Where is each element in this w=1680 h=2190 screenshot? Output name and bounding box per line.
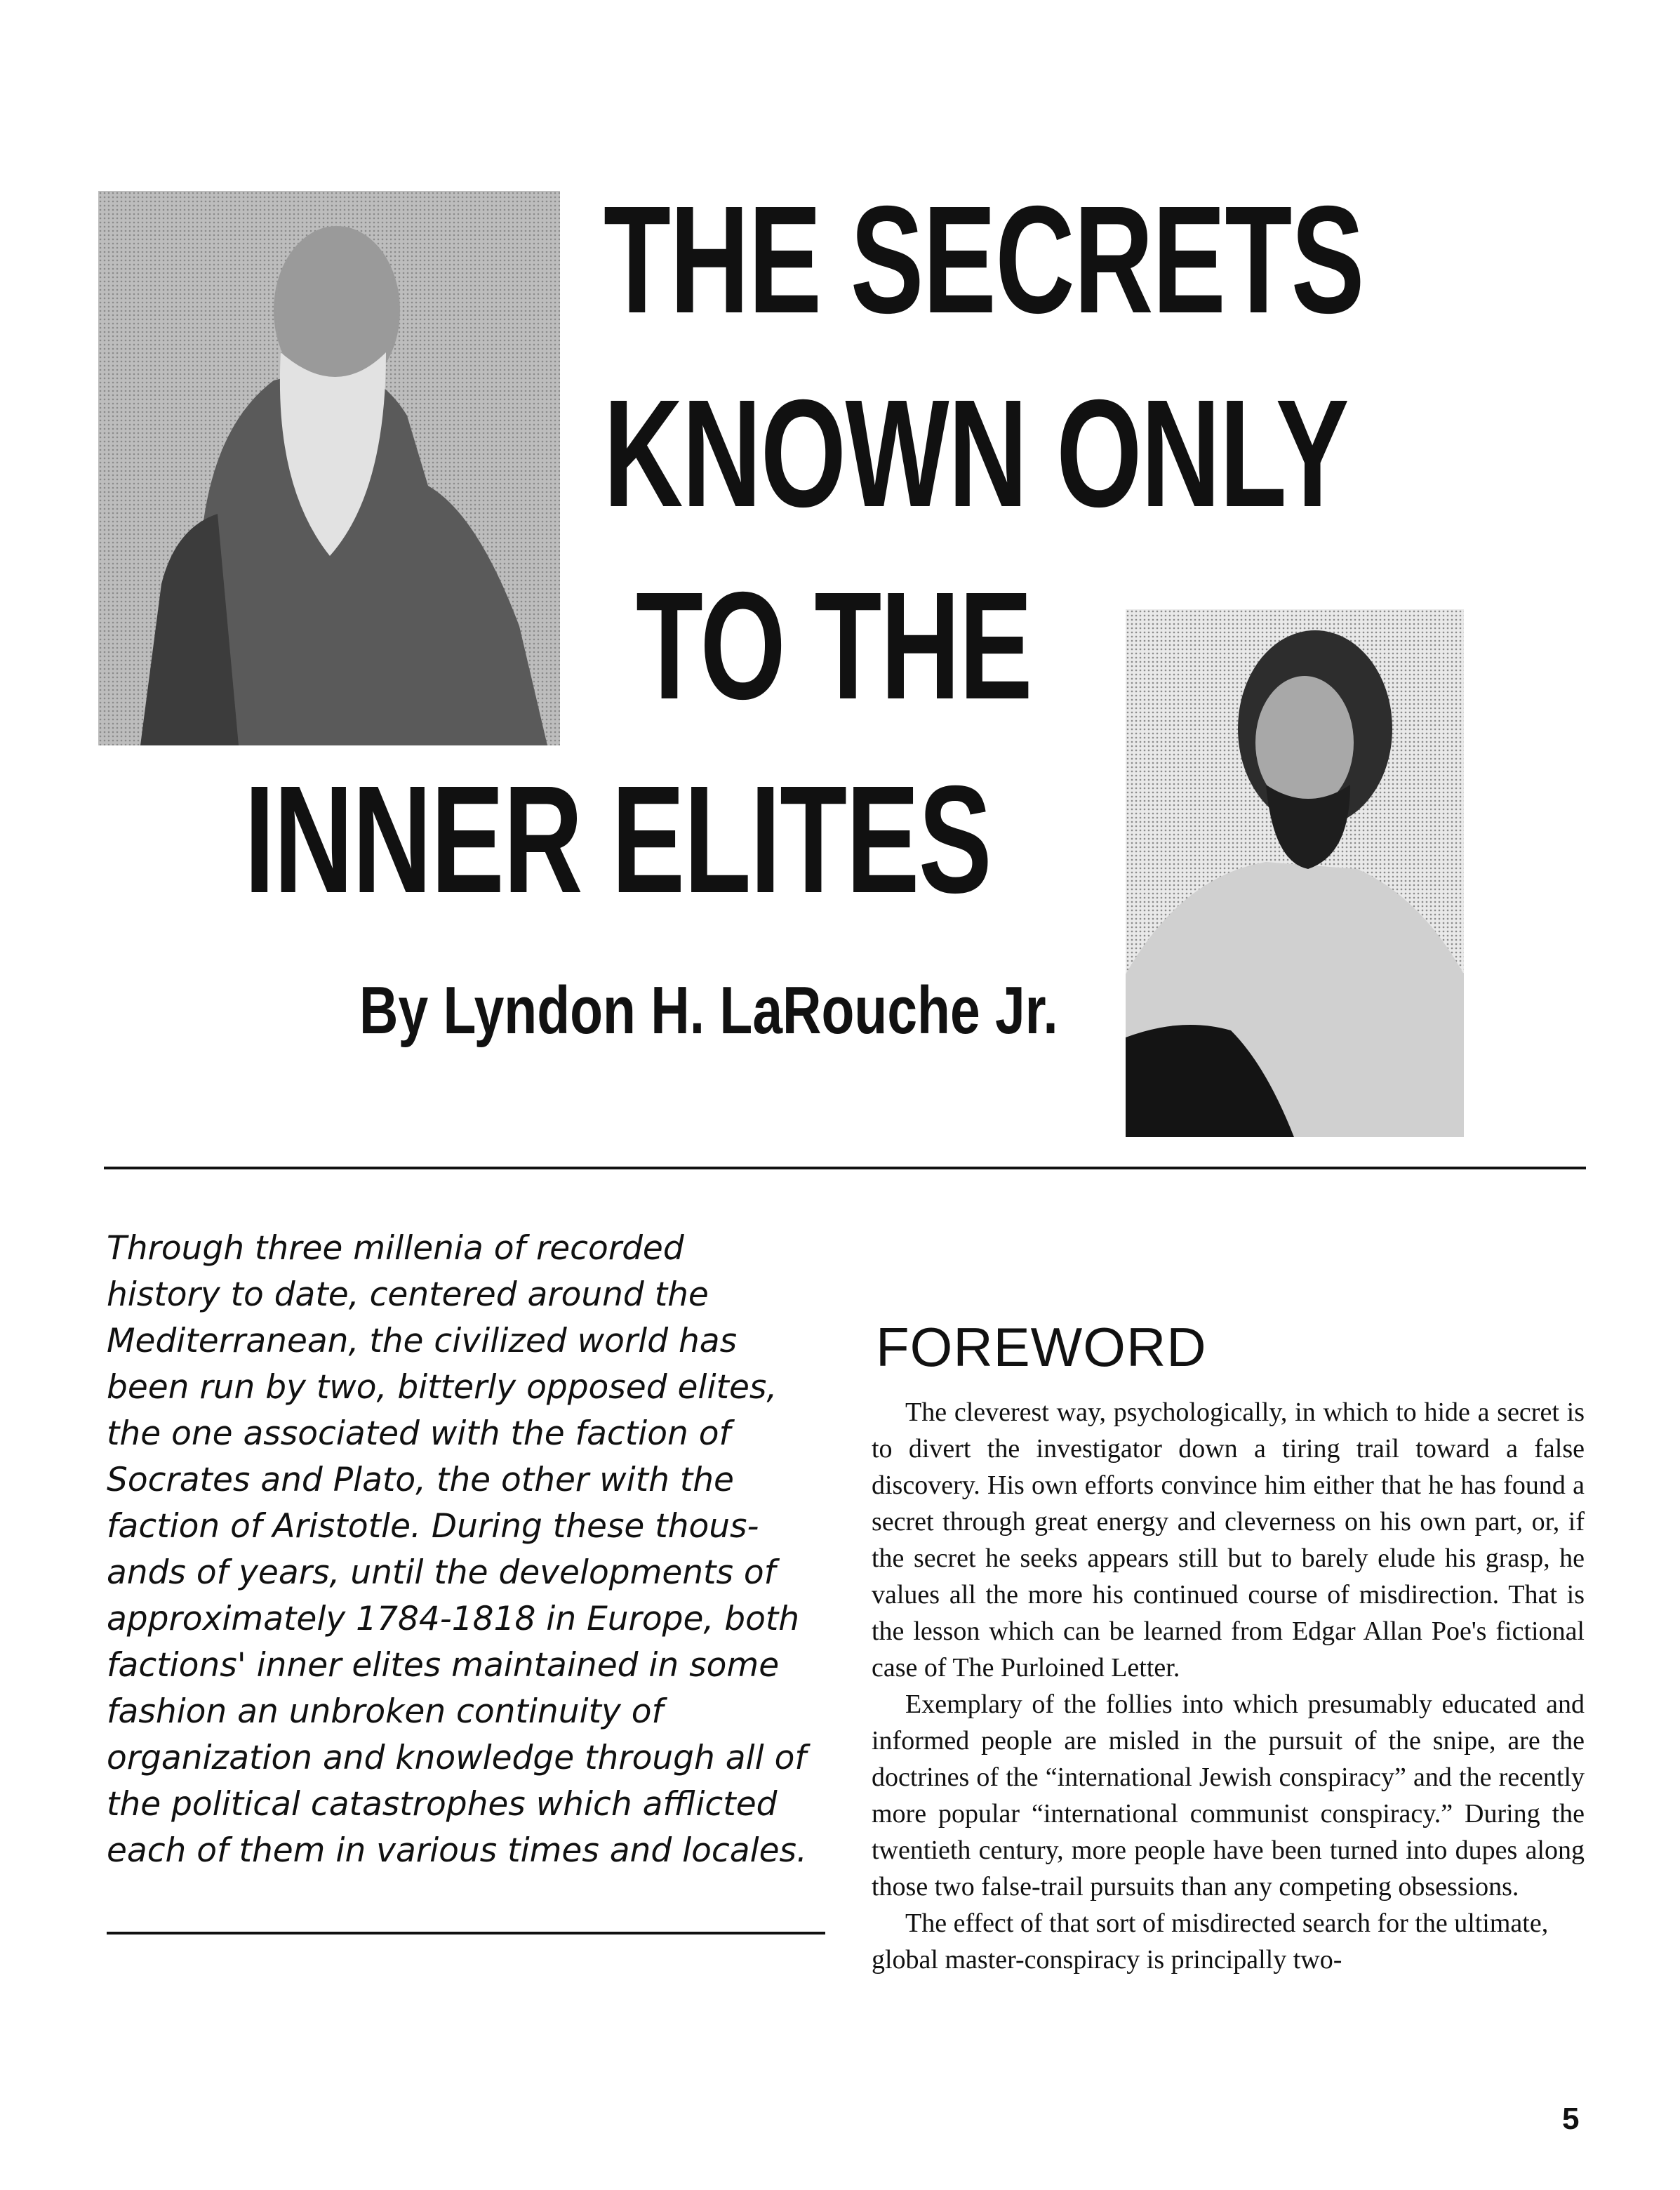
foreword-body [872, 1394, 1585, 1978]
intro-line: Mediterranean, the civilized world has [107, 1322, 738, 1360]
intro-line: fashion an unbroken continuity of [107, 1692, 664, 1731]
byline: By Lyndon H. LaRouche Jr. [359, 973, 1058, 1048]
portrait-plato-image [98, 191, 560, 745]
header-divider [104, 1167, 1586, 1169]
page-number: 5 [1562, 2102, 1580, 2136]
foreword-paragraph: The effect of that sort of misdirected search for the ultimate, global master-conspiracy is principally two- [872, 1909, 1549, 1975]
intro-line: the political catastrophes which afflicted [107, 1785, 778, 1824]
foreword-paragraph: Exemplary of the follies into which presumably educated and informed people are misled in the pursuit of the snipe, are the doctrines of the “international Jewish conspiracy” and the recently more popular “international communist conspiracy.” During the twentieth century, more people have been turned into dupes along those two false-trail pursuits than any competing obsessions. [872, 1690, 1585, 1902]
foreword-paragraph: The cleverest way, psychologically, in which to hide a secret is to divert the investigator down a tiring trail toward a false discovery. His own efforts convince him either that he has found a secret through great energy and cleverness on his own part, or, if the secret he seeks appears still but to barely elude his grasp, he values all the more his continued course of misdirection. That is the lesson which can be learned from Edgar Allan Poe's fictional case of The Purloined Letter. [872, 1398, 1585, 1683]
foreword-heading: FOREWORD [876, 1316, 1207, 1378]
portrait-aristotle-image [1126, 609, 1464, 1137]
title-line-4: INNER ELITES [244, 755, 992, 925]
title-line-1: THE SECRETS [604, 175, 1364, 345]
intro-line: approximately 1784-1818 in Europe, both [107, 1600, 800, 1638]
intro-line: been run by two, bitterly opposed elites, [107, 1368, 778, 1407]
intro-divider [107, 1932, 825, 1934]
intro-line: Socrates and Plato, the other with the [107, 1461, 734, 1499]
intro-line: faction of Aristotle. During these thous- [107, 1507, 759, 1546]
intro-line: Through three millenia of recorded [107, 1229, 684, 1268]
intro-line: organization and knowledge through all of [107, 1739, 806, 1777]
intro-line: ands of years, until the developments of [107, 1553, 776, 1592]
intro-line: factions' inner elites maintained in some [107, 1646, 780, 1685]
intro-line: the one associated with the faction of [107, 1414, 731, 1453]
intro-line: each of them in various times and locales. [107, 1831, 807, 1870]
title-line-2: KNOWN ONLY [604, 369, 1349, 539]
intro-line: history to date, centered around the [107, 1275, 709, 1314]
intro-blurb [107, 1226, 844, 1874]
title-line-3: TO THE [636, 561, 1032, 731]
